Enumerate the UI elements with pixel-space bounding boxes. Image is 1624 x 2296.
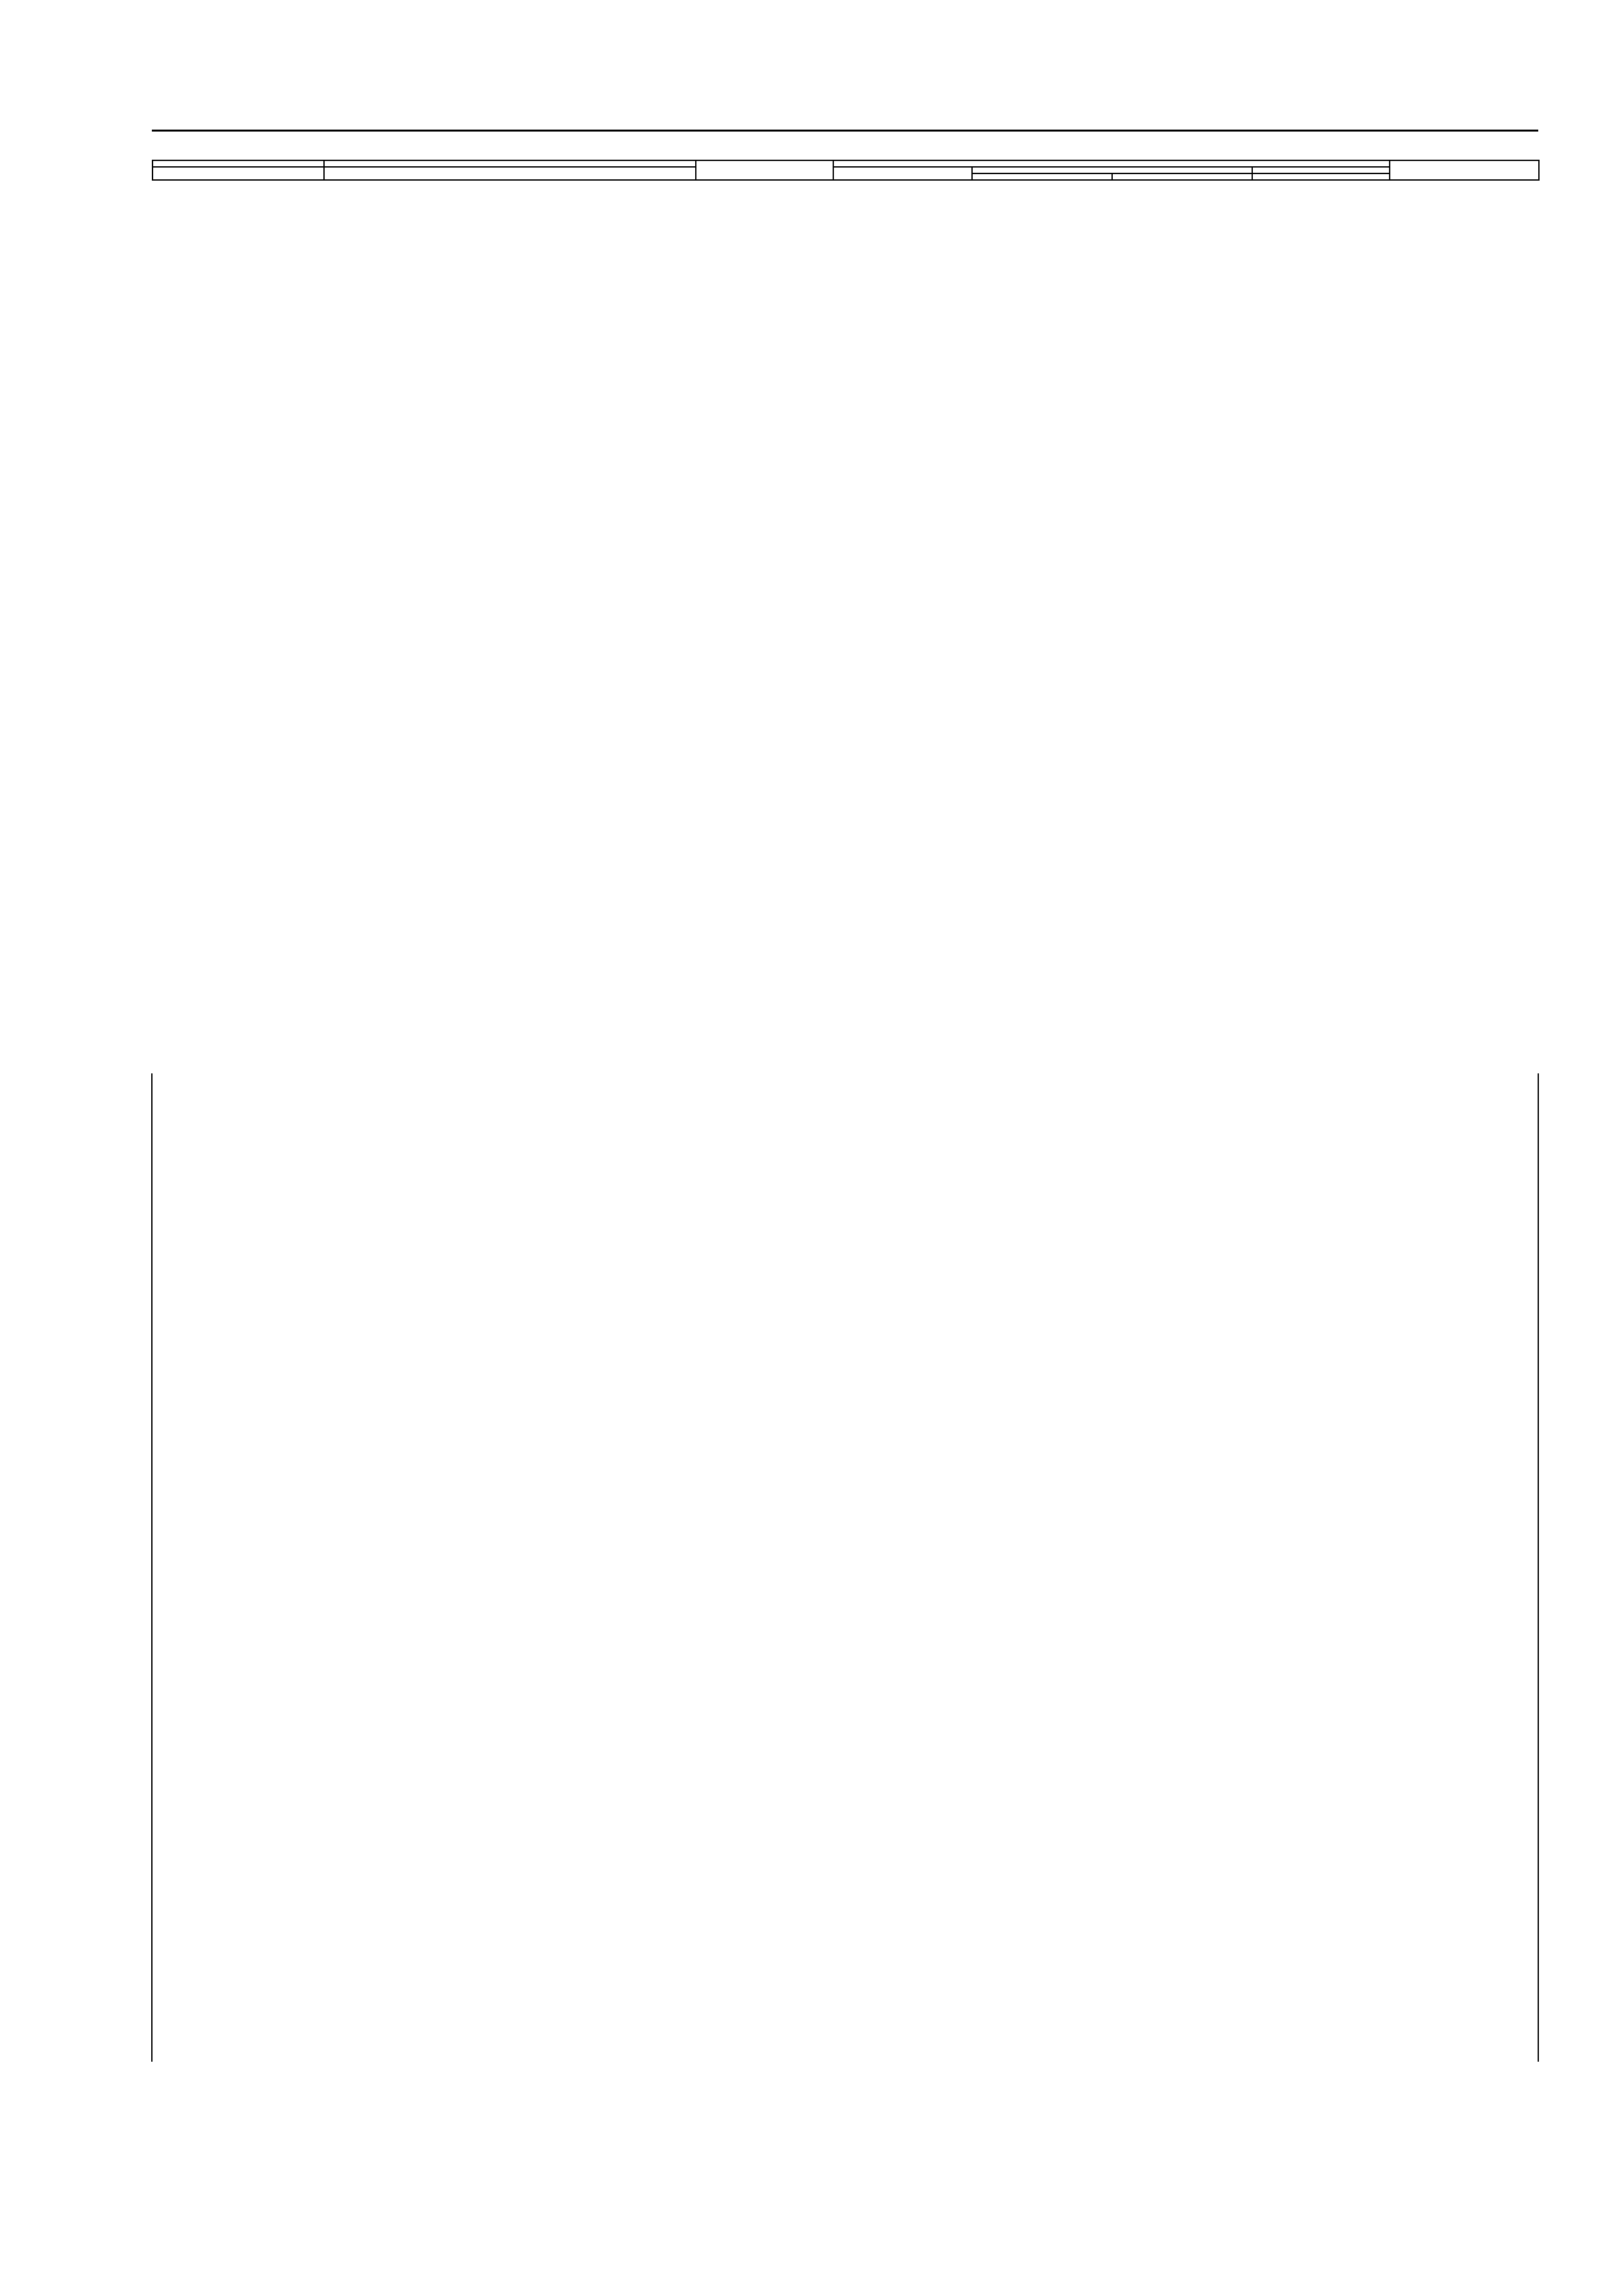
header-rule — [152, 130, 1538, 132]
header-machines — [972, 167, 1252, 173]
header-including — [833, 160, 1390, 167]
header-work-name — [324, 160, 696, 167]
frame-left-border — [151, 1073, 153, 2062]
header-labor-pay — [833, 167, 972, 180]
rates-table-103 — [152, 160, 1540, 180]
header-machinists-pay — [1112, 173, 1252, 180]
header-materials-consumption — [1252, 173, 1390, 180]
header-machines-total — [972, 173, 1112, 180]
header-labor-cost — [1390, 160, 1539, 180]
header-materials — [1252, 167, 1390, 173]
header-material-codes — [153, 167, 324, 180]
frame-right-border — [1538, 1073, 1539, 2062]
header-direct-costs — [696, 160, 833, 180]
header-material-name — [324, 167, 696, 180]
header-rate-numbers — [153, 160, 324, 167]
